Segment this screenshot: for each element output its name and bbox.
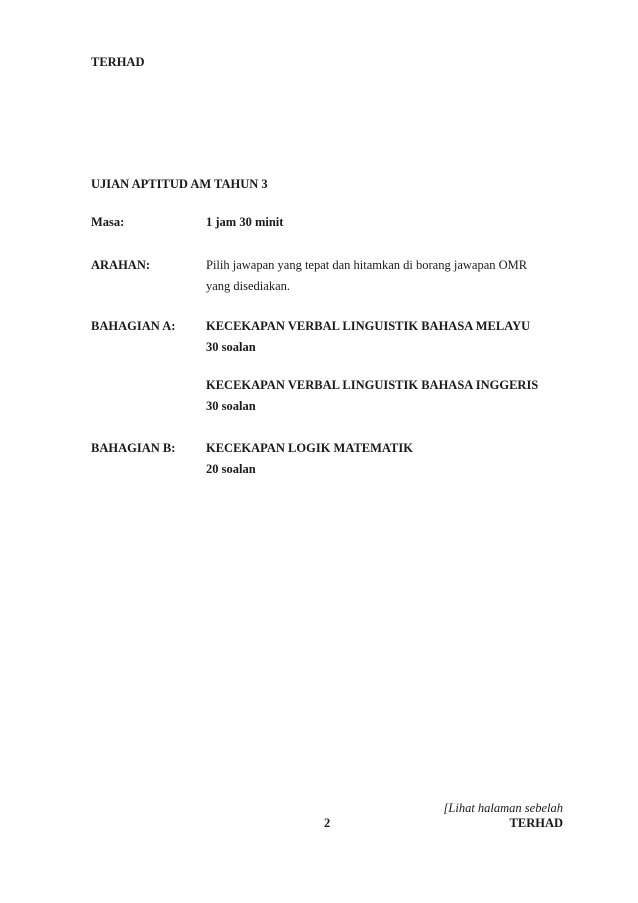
bahagian-a-section-1-title: KECEKAPAN VERBAL LINGUISTIK BAHASA MELAYU (206, 319, 531, 333)
bahagian-a-section-2-title: KECEKAPAN VERBAL LINGUISTIK BAHASA INGGERIS (206, 378, 539, 392)
arahan-label: ARAHAN: (91, 258, 151, 272)
bahagian-a-label: BAHAGIAN A: (91, 319, 176, 333)
bahagian-a-section-2-count: 30 soalan (206, 399, 256, 413)
masa-label: Masa: (91, 215, 125, 229)
arahan-line-1: Pilih jawapan yang tepat dan hitamkan di borang jawapan OMR (206, 258, 528, 272)
bahagian-a-section-1-count: 30 soalan (206, 340, 256, 354)
bahagian-b-section-1-count: 20 soalan (206, 462, 256, 476)
arahan-line-2: yang disediakan. (206, 279, 291, 293)
next-page-note: [Lihat halaman sebelah (443, 801, 563, 815)
masa-value: 1 jam 30 minit (206, 215, 284, 229)
document-title: UJIAN APTITUD AM TAHUN 3 (91, 177, 268, 191)
footer-classification: TERHAD (509, 816, 563, 830)
bahagian-b-label: BAHAGIAN B: (91, 441, 176, 455)
page-number: 2 (324, 816, 331, 830)
bahagian-b-section-1-title: KECEKAPAN LOGIK MATEMATIK (206, 441, 413, 455)
header-classification: TERHAD (91, 55, 145, 69)
